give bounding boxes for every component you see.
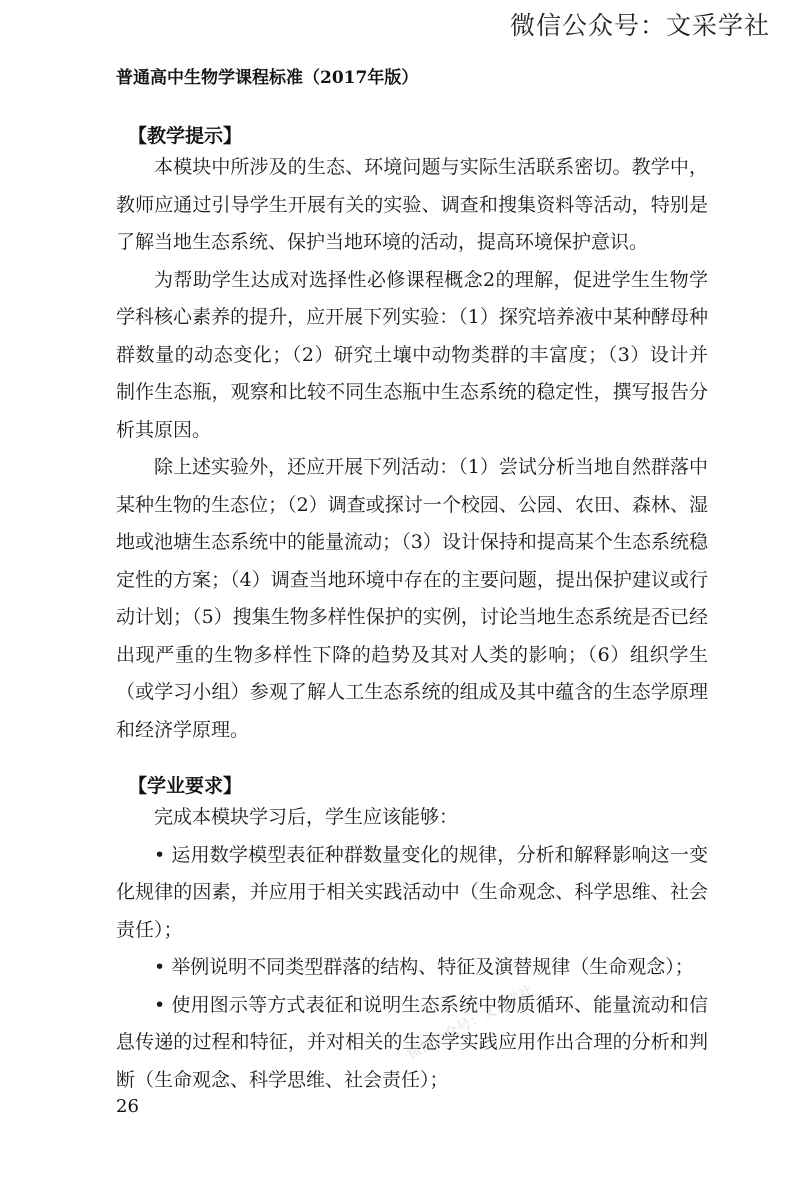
page-number: 26 xyxy=(116,1096,139,1117)
watermark: 微信公众号：文采学社 xyxy=(509,11,770,40)
section-heading-teaching-tips: 【教学提示】 xyxy=(128,125,243,147)
stamp-watermark: 微信公众号：文采学社 xyxy=(404,982,537,1063)
running-head: 普通高中生物学课程标准（2017年版） xyxy=(116,68,419,88)
intro-text: 完成本模块学习后，学生应该能够： xyxy=(154,806,459,828)
list-item: • 举例说明不同类型群落的结构、特征及演替规律（生命观念）； xyxy=(154,956,694,978)
list-item: • 使用图示等方式表征和说明生态系统中物质循环、能量流动和信息传递的过程和特征，并对相关的生态学实践应用作出合理的分析和判断（生命观念、科学思维、社会责任）； xyxy=(116,993,708,1091)
paragraph: 本模块中所涉及的生态、环境问题与实际生活联系密切。教学中，教师应通过引导学生开展有关的实验、调查和搜集资料等活动，特别是了解当地生态系统、保护当地环境的活动，提高环境保护意识。 xyxy=(116,156,708,253)
paragraph: 为帮助学生达成对选择性必修课程概念2的理解，促进学生生物学学科核心素养的提升，应开展下列实验：（1）探究培养液中某种酵母种群数量的动态变化；（2）研究土壤中动物类群的丰富度；（3）设计并制作生态瓶，观察和比较不同生态瓶中生态系统的稳定性，撰写报告分析其原因。 xyxy=(116,268,708,441)
list-item: • 运用数学模型表征种群数量变化的规律，分析和解释影响这一变化规律的因素，并应用于相关实践活动中（生命观念、科学思维、社会责任）； xyxy=(116,843,708,941)
paragraph: 除上述实验外，还应开展下列活动：（1）尝试分析当地自然群落中某种生物的生态位；（2）调查或探讨一个校园、公园、农田、森林、湿地或池塘生态系统中的能量流动；（3）设计保持和提高某个生态系统稳定性的方案；（4）调查当地环境中存在的主要问题，提出保护建议或行动计划；（5）搜集生物多样性保护的实例，讨论当地生态系统是否已经出现严重的生物多样性下降的趋势及其对人类的影响；（6）组织学生（或学习小组）参观了解人工生态系统的组成及其中蕴含的生态学原理和经济学原理。 xyxy=(116,456,708,741)
teaching-tips-body xyxy=(116,149,708,749)
section-heading-academic-requirements: 【学业要求】 xyxy=(128,775,243,797)
